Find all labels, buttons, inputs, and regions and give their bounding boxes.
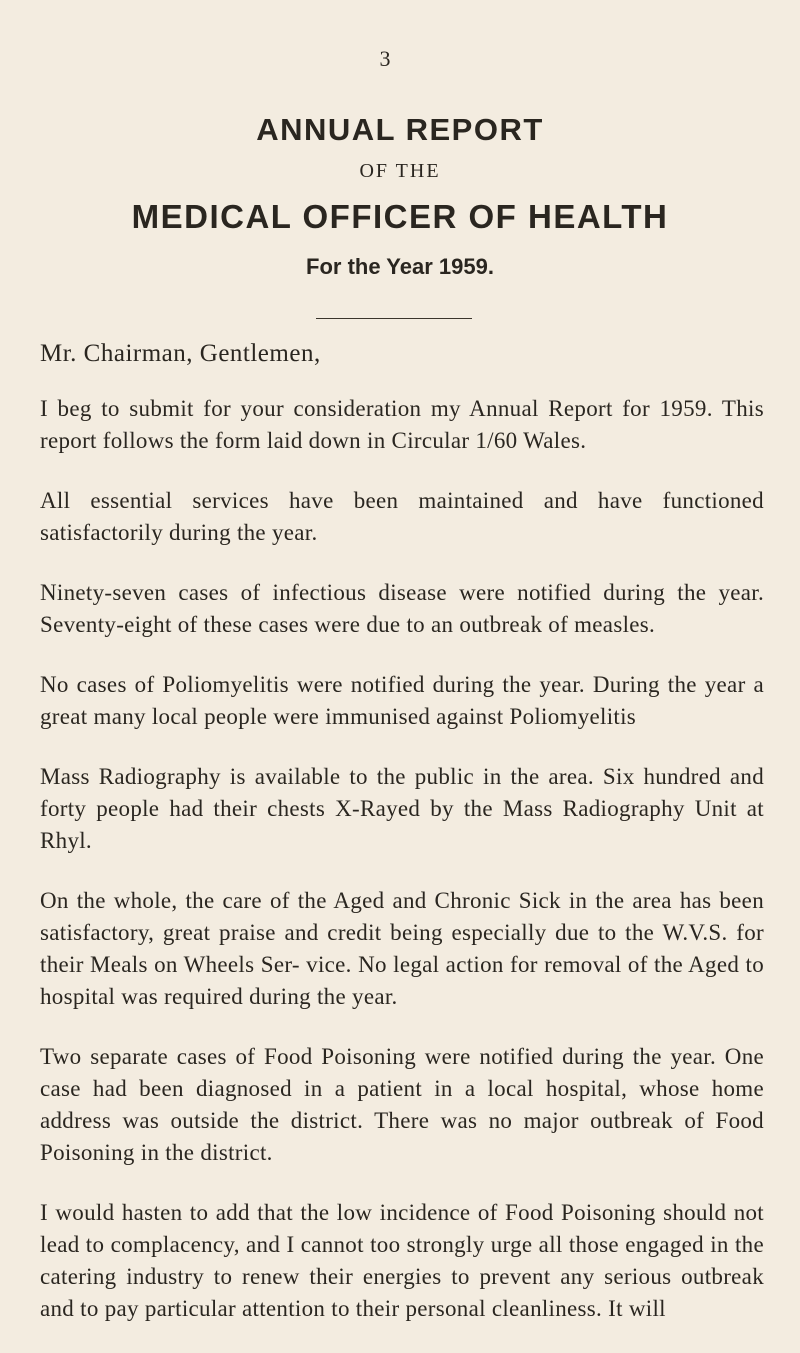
paragraph: Mass Radiography is available to the public in the area. Six hundred and forty people had their chests X-Rayed by the Mass Radiography Unit at Rhyl.: [40, 764, 764, 853]
paragraph: I beg to submit for your consideration my Annual Report for 1959. This report follows the form laid down in Circular 1/60 Wales.: [40, 396, 764, 453]
paragraph: Ninety-seven cases of infectious disease were notified during the year. Seventy-eight of these cases were due to an outbreak of measles.: [40, 580, 764, 637]
title-divider: [316, 318, 472, 319]
paragraph: On the whole, the care of the Aged and Chronic Sick in the area has been satisfactory, great praise and credit being especially due to the W.V.S. for their Meals on Wheels Ser- vice. No legal action for removal of the Aged to hospital was required during the year.: [40, 888, 764, 1009]
report-title: ANNUAL REPORT: [256, 112, 544, 147]
page-number: 3: [379, 46, 391, 71]
report-body: [40, 393, 764, 1353]
paragraph: No cases of Poliomyelitis were notified during the year. During the year a great many local people were immunised against Poliomyelitis: [40, 672, 764, 729]
report-year: For the Year 1959.: [306, 254, 494, 279]
paragraph: Two separate cases of Food Poisoning were notified during the year. One case had been diagnosed in a patient in a local hospital, whose home address was outside the district. There was no major outbreak of Food Poisoning in the district.: [40, 1044, 764, 1165]
report-title-of-the: OF THE: [359, 160, 441, 182]
paragraph: I would hasten to add that the low incidence of Food Poisoning should not lead to complacency, and I cannot too strongly urge all those engaged in the catering industry to renew their energies to prevent any serious outbreak and to pay particular attention to their personal cleanliness. It will: [40, 1200, 764, 1321]
paragraph: All essential services have been maintained and have functioned satisfactorily during the year.: [40, 488, 764, 545]
report-subtitle: MEDICAL OFFICER OF HEALTH: [131, 198, 669, 235]
salutation: Mr. Chairman, Gentlemen,: [40, 340, 321, 367]
